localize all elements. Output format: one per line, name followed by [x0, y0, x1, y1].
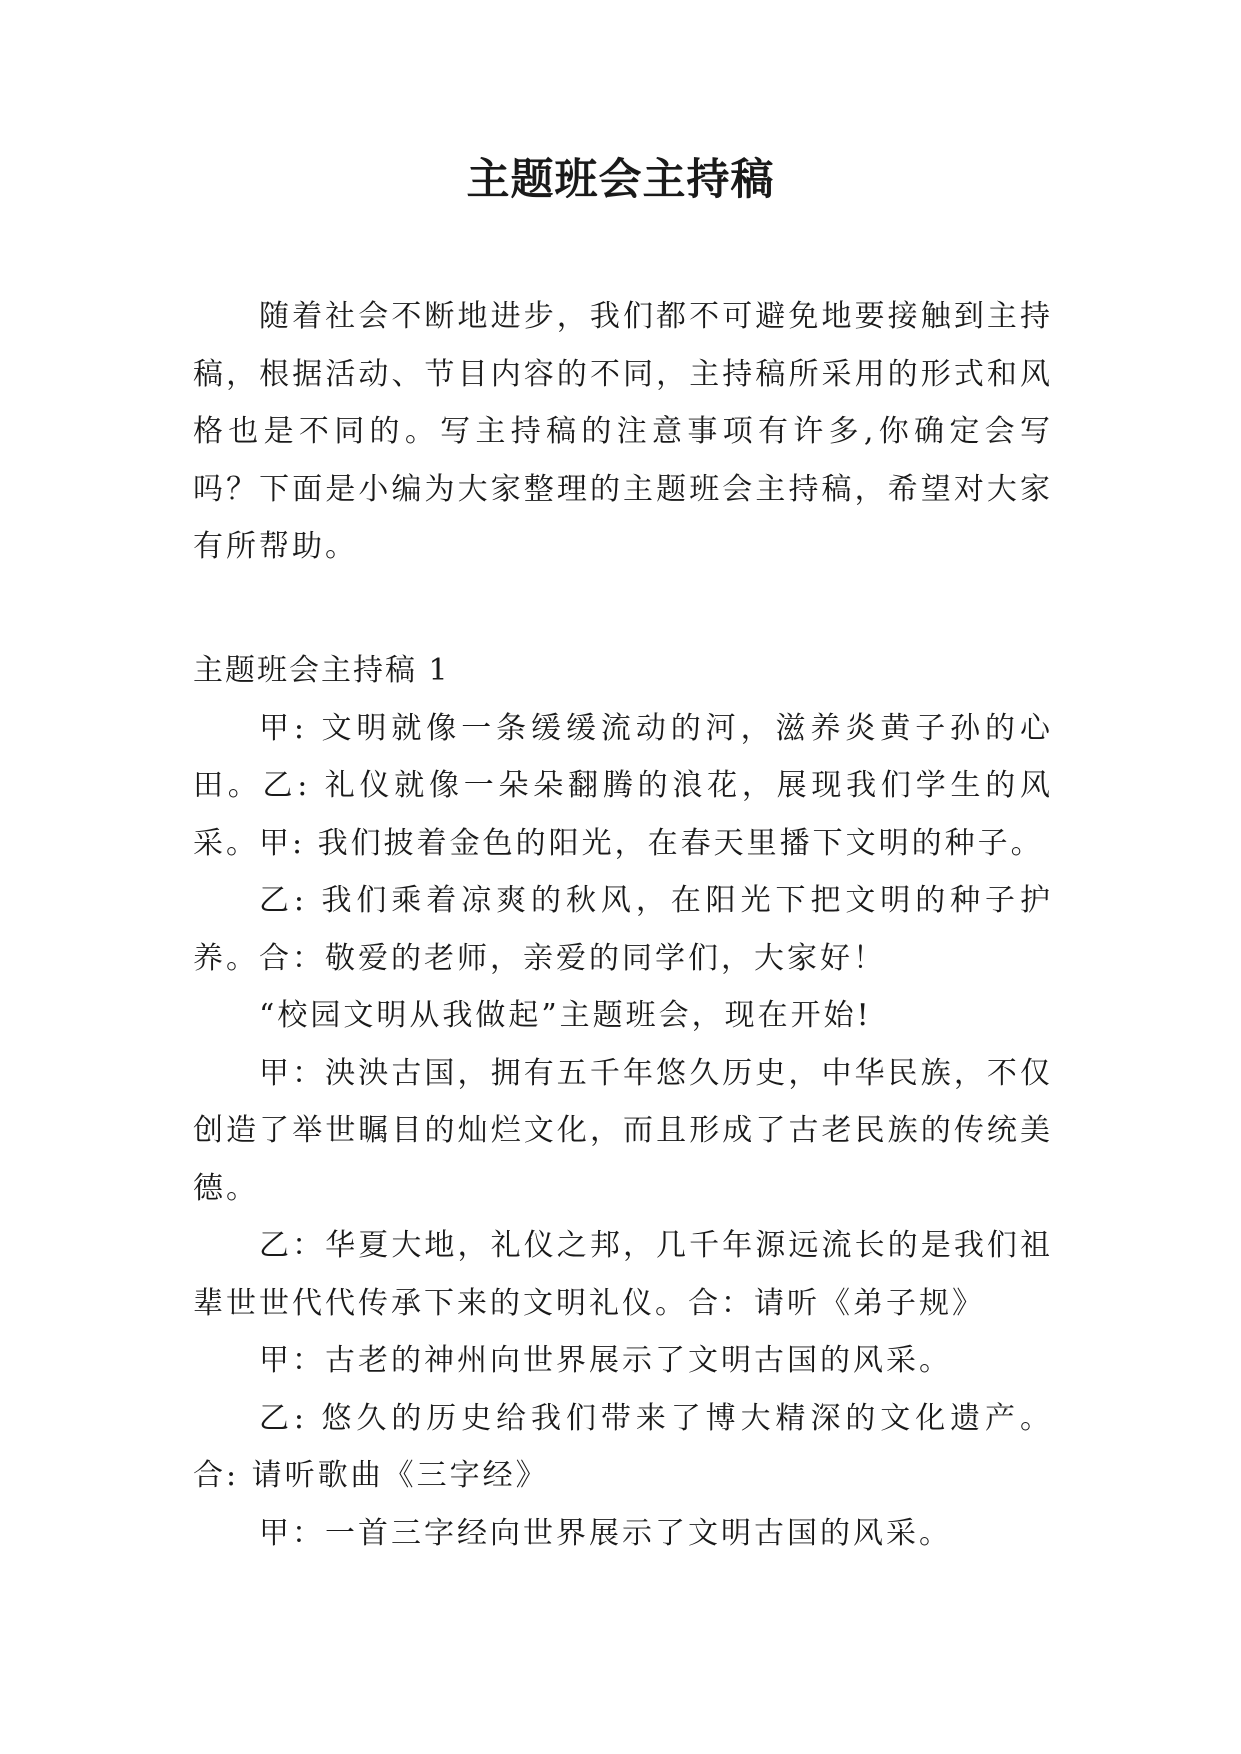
paragraph-4: 甲：泱泱古国，拥有五千年悠久历史，中华民族，不仅创造了举世瞩目的灿烂文化，而且形成了古老民族的传统美德。 [193, 1055, 1053, 1206]
paragraph-7: 乙: 悠久的历史给我们带来了博大精深的文化遗产。合: 请听歌曲《三字经》 [193, 1400, 1053, 1493]
section-heading: 主题班会主持稿 1 [193, 653, 450, 688]
section-1 [193, 642, 1053, 1562]
paragraph-8: 甲：一首三字经向世界展示了文明古国的风采。 [259, 1515, 952, 1551]
paragraph-6: 甲：古老的神州向世界展示了文明古国的风采。 [259, 1343, 952, 1378]
intro-block [193, 288, 1053, 576]
paragraph-3: “校园文明从我做起”主题班会，现在开始! [259, 998, 872, 1033]
page-title: 主题班会主持稿 [466, 155, 775, 205]
paragraph-2: 乙: 我们乘着凉爽的秋风，在阳光下把文明的种子护养。合：敬爱的老师，亲爱的同学们，大家好！ [193, 883, 1053, 976]
intro-paragraph: 随着社会不断地进步，我们都不可避免地要接触到主持稿，根据活动、节目内容的不同，主持稿所采用的形式和风格也是不同的。写主持稿的注意事项有许多,你确定会写吗？下面是小编为大家整理的主题班会主持稿，希望对大家有所帮助。 [193, 299, 1053, 564]
paragraph-1: 甲: 文明就像一条缓缓流动的河，滋养炎黄子孙的心田。乙: 礼仪就像一朵朵翻腾的浪花，展现我们学生的风采。甲: 我们披着金色的阳光，在春天里播下文明的种子。 [193, 710, 1053, 861]
paragraph-5: 乙：华夏大地，礼仪之邦，几千年源远流长的是我们祖辈世世代代传承下来的文明礼仪。合：请听《弟子规》 [193, 1228, 1053, 1321]
